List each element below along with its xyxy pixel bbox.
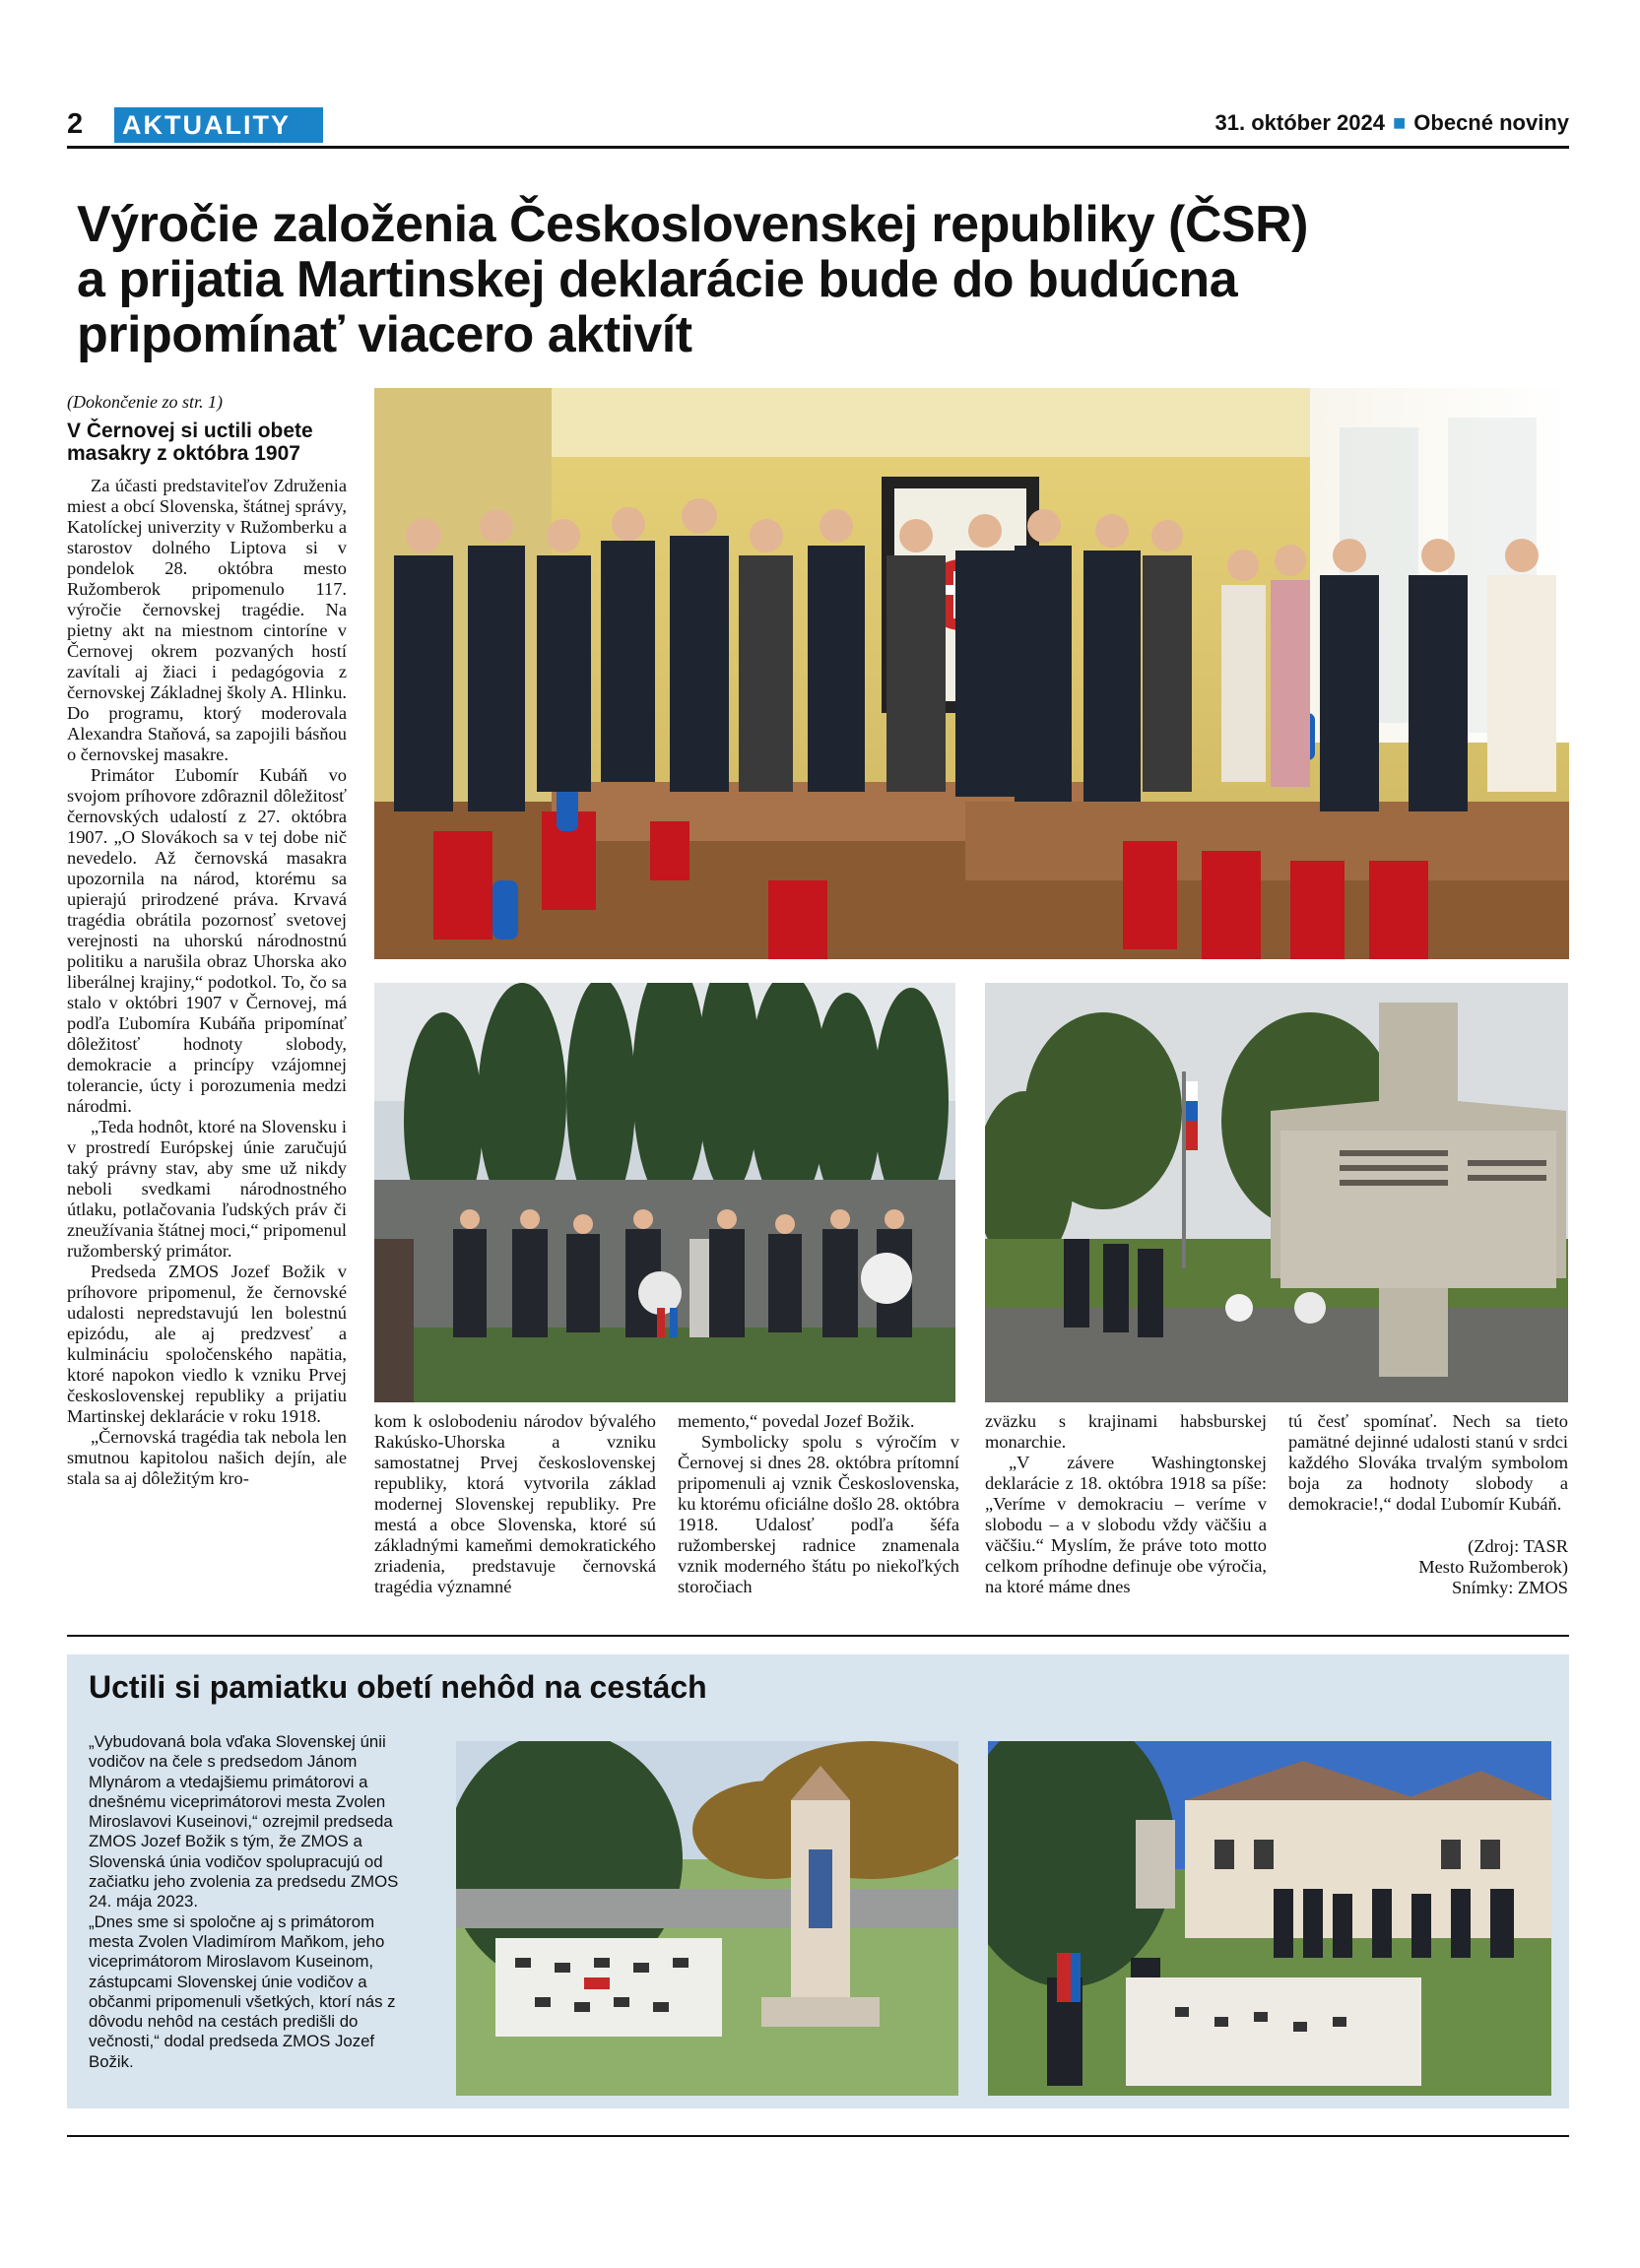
- credit-line: (Zdroj: TASR: [1468, 1536, 1568, 1556]
- publication-name: Obecné noviny: [1413, 110, 1569, 135]
- headline-line: pripomínať viacero aktivít: [77, 306, 692, 363]
- paragraph: „V závere Washingtonskej deklarácie z 18. októbra 1918 sa píše: „Veríme v demokraciu – veríme v slobodu – a v slobodu vždy väčšiu a väčšiu.“ Myslím, že práve toto motto celkom príhodne definuje obe výročia, na ktoré máme dnes: [985, 1453, 1267, 1596]
- article-column-3: [678, 1411, 959, 1597]
- continued-note: (Dokončenie zo str. 1): [67, 392, 223, 412]
- box-text: [89, 1732, 424, 2072]
- paragraph: zväzku s krajinami habsburskej monarchie.: [985, 1411, 1267, 1452]
- photo-cemetery-ceremony: [374, 983, 955, 1402]
- article-column-2: [374, 1411, 656, 1597]
- paragraph: Primátor Ľubomír Kubáň vo svojom príhovore zdôraznil dôležitosť černovských udalostí z 27. októbra 1907. „O Slovákoch sa v tej dobe nič nevedelo. Až černovská masakra upozornila na národ, ktorému sa upierajú prirodzené práva. Krvavá tragédia obrátila pozornosť svetovej verejnosti na uhorskú národnostnú politiku a narušila obraz Uhorska ako liberálnej krajiny,“ podotkol. To, čo sa stalo v októbri 1907 v Černovej, má podľa Ľubomíra Kubáňa pripomínať dôležitosť hodnoty slobody, demokracie a princípy vzájomnej tolerancie, úcty i porozumenia medzi národmi.: [67, 765, 347, 1116]
- credit-line: Snímky: ZMOS: [1451, 1578, 1568, 1597]
- article-subhead: V Černovej si uctili obete masakry z októbra 1907: [67, 420, 313, 465]
- paragraph: „Vybudovaná bola vďaka Slovenskej únii vodičov na čele s predsedom Jánom Mlynárom a vtedajšiemu primátorovi a dnešnému viceprimátorovi mesta Zvolen Miroslavovi Kuseinovi,“ ozrejmil predseda ZMOS Jozef Božik s tým, že ZMOS a Slovenská únia vodičov spolupracujú od začiatku jeho zvolenia za predsedu ZMOS 24. mája 2023.: [89, 1732, 399, 1912]
- paragraph: Symbolicky spolu s výročím v Černovej si dnes 28. októbra prítomní pripomenuli aj vznik Československa, ku ktorému oficiálne došlo 28. októbra 1918. Udalosť podľa šéfa ružomberskej radnice znamenala vznik moderného štátu po niekoľkých storočiach: [678, 1432, 960, 1596]
- photo-credit: [1288, 1536, 1568, 1598]
- paragraph: tú česť spomínať. Nech sa tieto pamätné dejinné udalosti stanú v srdci každého Slováka trvalým symbolom boja za hodnoty slobody a demokracie!,“ dodal Ľubomír Kubáň.: [1288, 1411, 1568, 1514]
- photo-ceremony-station: [988, 1741, 1551, 2096]
- paragraph: „Černovská tragédia tak nebola len smutnou kapitolou našich dejín, ale stala sa aj dôležitým kro-: [67, 1427, 347, 1488]
- photo-memorial-monument: [985, 983, 1568, 1402]
- paragraph: Predseda ZMOS Jozef Božik v príhovore pripomenul, že černovské udalosti nepredstavujú len bolestnú epizódu, ale aj predzvesť a kulmináciu spoločenského napätia, ktoré napokon viedlo k vzniku Prvej československej republiky a prijatiu Martinskej deklarácie v roku 1918.: [67, 1262, 347, 1426]
- box-title: Uctili si pamiatku obetí nehôd na cestách: [89, 1669, 707, 1705]
- credit-line: Mesto Ružomberok): [1418, 1557, 1568, 1577]
- paragraph: „Dnes sme si spoločne aj s primátorom mesta Zvolen Vladimírom Maňkom, jeho viceprimátorom Miroslavom Kuseinom, zástupcami Slovenskej únie vodičov a občanmi pripomenuli všetkých, ktorí nás z dôvodu nehôd na cestách predišli do večnosti,“ dodal predseda ZMOS Jozef Božik.: [89, 1912, 396, 2071]
- header-rule: [67, 146, 1569, 149]
- headline-line: Výročie založenia Československej republiky (ČSR): [77, 196, 1308, 253]
- section-label: AKTUALITY: [114, 107, 323, 143]
- article-column-5: [1288, 1411, 1568, 1598]
- headline: [77, 197, 1554, 362]
- issue-date: 31. október 2024: [1214, 110, 1385, 135]
- footer-rule: [67, 2135, 1569, 2137]
- separator-dot: ■: [1392, 110, 1407, 135]
- article-column-4: [985, 1411, 1267, 1597]
- headline-line: a prijatia Martinskej deklarácie bude do budúcna: [77, 251, 1238, 308]
- page-number: 2: [67, 108, 84, 140]
- group-photo-meeting-room: [374, 388, 1569, 959]
- article-column-1: [67, 476, 347, 1489]
- section-rule: [67, 1635, 1569, 1637]
- paragraph: Za účasti predstaviteľov Združenia miest a obcí Slovenska, štátnej správy, Katolíckej univerzity v Ružomberku a starostov dolného Liptova si v pondelok 28. októbra mesto Ružomberok pripomenulo 117. výročie černovskej tragédie. Na pietny akt na miestnom cintoríne v Černovej okrem pozvaných hostí zavítali aj žiaci i pedagógovia z černovskej Základnej školy A. Hlinku. Do programu, ktorý moderovala Alexandra Staňová, sa zapojili básňou o černovskej masakre.: [67, 476, 347, 764]
- issue-info: [1215, 110, 1569, 136]
- paragraph: memento,“ povedal Jozef Božik.: [678, 1411, 915, 1431]
- paragraph: „Teda hodnôt, ktoré na Slovensku i v prostredí Európskej únie zaručujú taký právny stav, aby sme už nikdy neboli svedkami národnostného útlaku, potlačovania ľudských práv či zneužívania štátnej moci,“ pripomenul ružomberský primátor.: [67, 1117, 347, 1261]
- paragraph: kom k oslobodeniu národov bývalého Rakúsko-Uhorska a vzniku samostatnej Prvej československej republiky, ktorá vytvorila základ modernej Slovenskej republiky. Pre mestá a obce Slovenska, ktoré sú základnými kameňmi demokratického zriadenia, predstavuje černovská tragédia významné: [374, 1411, 656, 1596]
- photo-roadside-memorial: [456, 1741, 958, 2096]
